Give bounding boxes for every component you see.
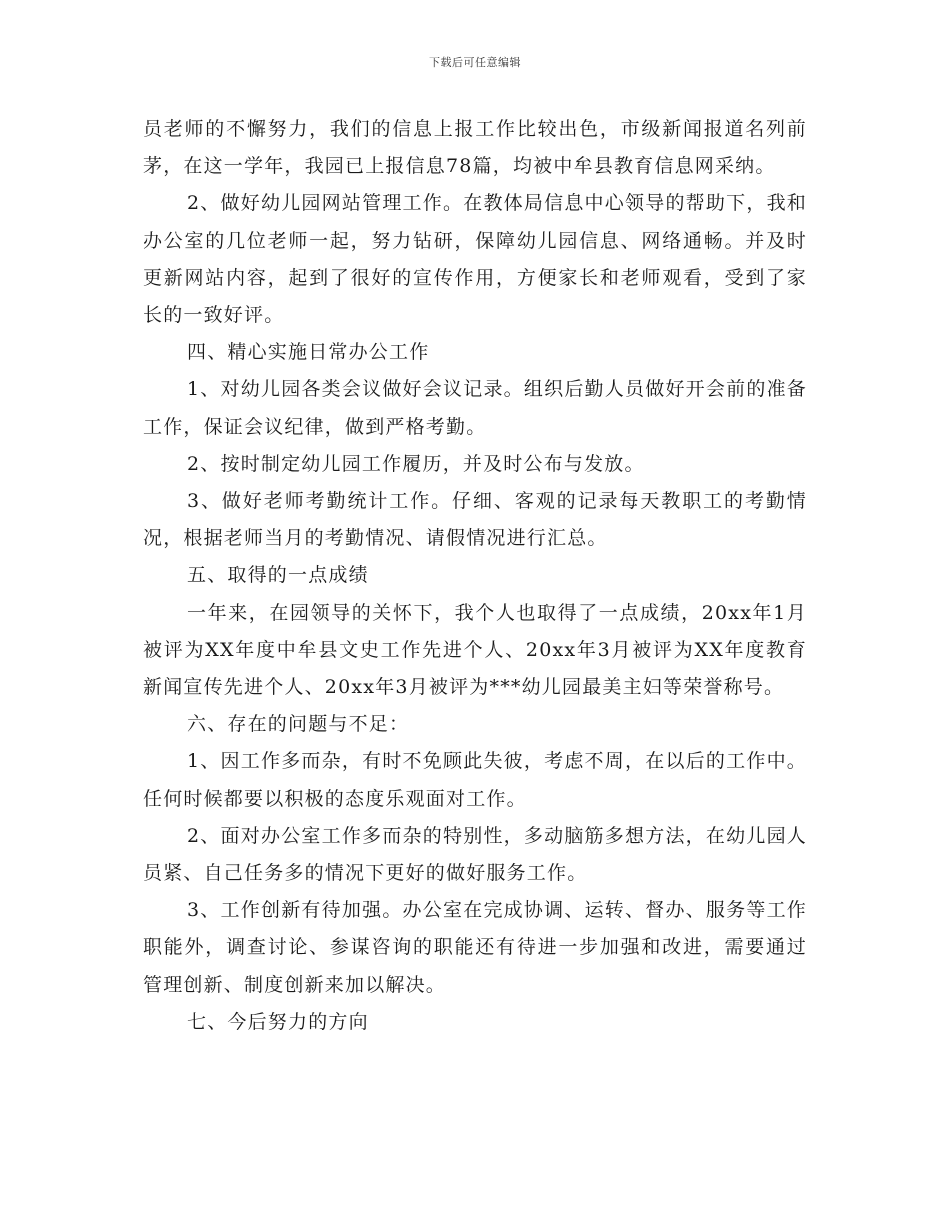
section-heading: 六、存在的问题与不足： <box>187 713 410 736</box>
page-header: 下载后可任意编辑 <box>429 56 521 69</box>
paragraph: 2、做好幼儿园网站管理工作。在教体局信息中心领导的帮助下，我和办公室的几位老师一起，努力钻研，保障幼儿园信息、网络通畅。并及时更新网站内容，起到了很好的宣传作用，方便家长和老师观看，受到了家长的一致好评。 <box>143 192 807 327</box>
paragraph: 员老师的不懈努力，我们的信息上报工作比较出色，市级新闻报道名列前茅，在这一学年，我园已上报信息78篇，均被中牟县教育信息网采纳。 <box>143 118 807 178</box>
section-heading: 四、精心实施日常办公工作 <box>187 341 430 364</box>
paragraph: 1、对幼儿园各类会议做好会议记录。组织后勤人员做好开会前的准备工作，保证会议纪律，做到严格考勤。 <box>143 378 807 438</box>
document-body <box>143 111 807 1041</box>
paragraph: 1、因工作多而杂，有时不免顾此失彼，考虑不周，在以后的工作中。任何时候都要以积极的态度乐观面对工作。 <box>143 750 807 810</box>
paragraph: 3、工作创新有待加强。办公室在完成协调、运转、督办、服务等工作职能外，调查讨论、参谋咨询的职能还有待进一步加强和改进，需要通过管理创新、制度创新来加以解决。 <box>143 899 807 996</box>
paragraph: 2、面对办公室工作多而杂的特别性，多动脑筋多想方法，在幼儿园人员紧、自己任务多的情况下更好的做好服务工作。 <box>143 824 807 885</box>
section-heading: 七、今后努力的方向 <box>187 1010 369 1033</box>
section-heading: 五、取得的一点成绩 <box>187 564 369 587</box>
paragraph: 2、按时制定幼儿园工作履历，并及时公布与发放。 <box>187 452 645 475</box>
paragraph: 一年来，在园领导的关怀下，我个人也取得了一点成绩，20xx年1月被评为XX年度中牟县文史工作先进个人、20xx年3月被评为XX年度教育新闻宣传先进个人、20xx年3月被评为***幼儿园最美主妇等荣誉称号。 <box>143 601 807 699</box>
paragraph: 3、做好老师考勤统计工作。仔细、客观的记录每天教职工的考勤情况，根据老师当月的考勤情况、请假情况进行汇总。 <box>143 490 807 550</box>
